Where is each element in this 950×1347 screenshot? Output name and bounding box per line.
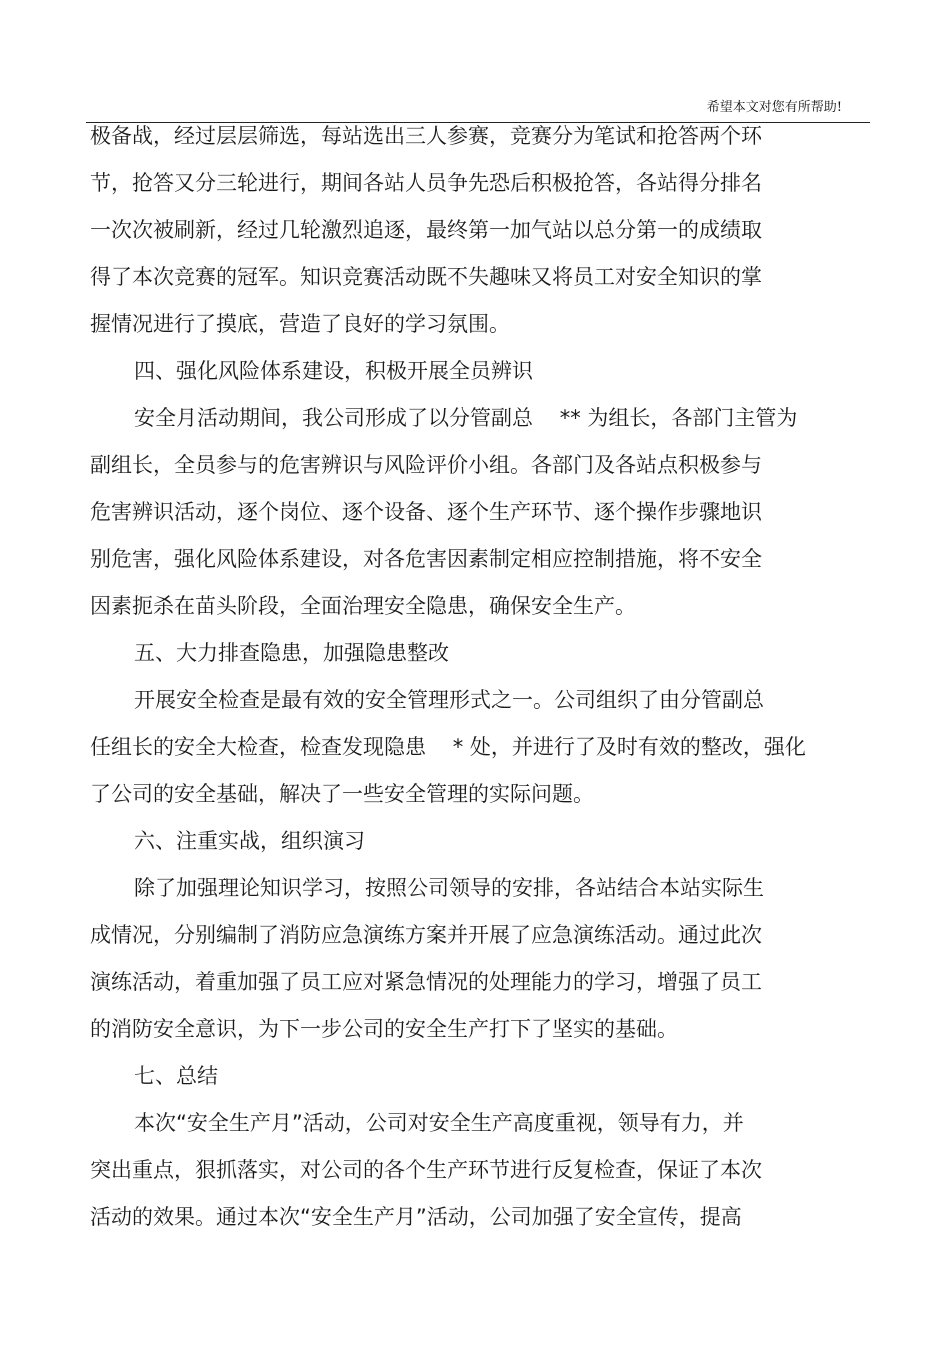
page-header-text: 希望本文对您有所帮助! — [706, 100, 842, 115]
text-line: 得了本次竞赛的冠军。知识竞赛活动既不失趣味又将员工对安全知识的掌 — [90, 265, 762, 289]
text-line: 节，抢答又分三轮进行，期间各站人员争先恐后积极抢答，各站得分排名 — [90, 171, 762, 195]
text-line: 一次次被刷新，经过几轮激烈追逐，最终第一加气站以总分第一的成绩取 — [90, 218, 762, 242]
section-heading: 五、大力排查隐患，加强隐患整改 — [134, 641, 449, 665]
text-line: 突出重点，狠抓落实，对公司的各个生产环节进行反复检查，保证了本次 — [90, 1158, 762, 1182]
text-line: 任组长的安全大检查，检查发现隐患 * 处，并进行了及时有效的整改，强化 — [90, 735, 806, 759]
text-line: 成情况，分别编制了消防应急演练方案并开展了应急演练活动。通过此次 — [90, 923, 762, 947]
text-line: 的消防安全意识，为下一步公司的安全生产打下了坚实的基础。 — [90, 1017, 678, 1041]
text-line: 因素扼杀在苗头阶段，全面治理安全隐患，确保安全生产。 — [90, 594, 636, 618]
text-line: 活动的效果。通过本次“安全生产月”活动，公司加强了安全宣传，提高 — [90, 1205, 742, 1229]
text-line: 了公司的安全基础，解决了一些安全管理的实际问题。 — [90, 782, 594, 806]
text-line: 副组长，全员参与的危害辨识与风险评价小组。各部门及各站点积极参与 — [90, 453, 762, 477]
section-heading: 七、总结 — [134, 1064, 218, 1088]
text-line: 安全月活动期间，我公司形成了以分管副总 ** 为组长，各部门主管为 — [134, 406, 798, 430]
text-line: 极备战，经过层层筛选，每站选出三人参赛，竞赛分为笔试和抢答两个环 — [90, 124, 762, 148]
text-line: 危害辨识活动，逐个岗位、逐个设备、逐个生产环节、逐个操作步骤地识 — [90, 500, 762, 524]
section-heading: 四、强化风险体系建设，积极开展全员辨识 — [134, 359, 533, 383]
text-line: 除了加强理论知识学习，按照公司领导的安排，各站结合本站实际生 — [134, 876, 764, 900]
text-line: 别危害，强化风险体系建设，对各危害因素制定相应控制措施，将不安全 — [90, 547, 762, 571]
text-line: 本次“安全生产月”活动，公司对安全生产高度重视，领导有力，并 — [134, 1111, 744, 1135]
text-line: 开展安全检查是最有效的安全管理形式之一。公司组织了由分管副总 — [134, 688, 764, 712]
text-line: 演练活动，着重加强了员工应对紧急情况的处理能力的学习，增强了员工 — [90, 970, 762, 994]
section-heading: 六、注重实战，组织演习 — [134, 829, 365, 853]
text-line: 握情况进行了摸底，营造了良好的学习氛围。 — [90, 312, 510, 336]
